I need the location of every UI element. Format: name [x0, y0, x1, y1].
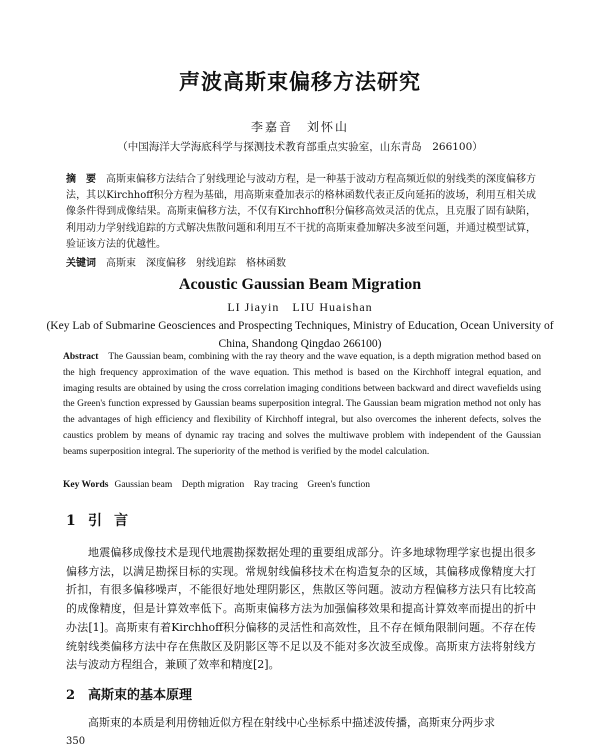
chinese-abstract-text: 高斯束偏移方法结合了射线理论与波动方程，是一种基于波动方程高频近似的射线类的深度偏移方法，其以Kirchhoff积分方程为基础，用高斯束叠加表示的格林函数代表正反向延拓的波场，利用互相关成像条件得到成像结果。高斯束偏移方法，不仅有Kirchhoff积分偏移高效灵活的优点，且克服了固有缺陷，利用动力学射线追踪的方式解决焦散问题和利用互不干扰的高斯束叠加解决多波至问题，并通过模型试算，验证该方法的优越性。 — [66, 174, 536, 250]
section-2-title: 高斯束的基本原理 — [88, 688, 193, 703]
chinese-abstract-label: 摘 要 — [66, 174, 96, 185]
chinese-title: 声波高斯束偏移方法研究 — [179, 69, 421, 94]
english-keywords-label: Key Words — [63, 480, 109, 490]
chinese-keywords-text: 高斯束 深度偏移 射线追踪 格林函数 — [106, 258, 286, 269]
chinese-abstract — [66, 172, 536, 253]
english-abstract — [63, 350, 541, 461]
chinese-affiliation: （中国海洋大学海底科学与探测技术教育部重点实验室，山东青岛 266100） — [117, 141, 483, 153]
chinese-keywords — [66, 254, 536, 269]
section-2-number: 2 — [66, 688, 76, 703]
english-abstract-text: The Gaussian beam, combining with the ray theory and the wave equation, is a depth migration method based on the high frequency approximation of the wave equation. This method is based on the Kirchhoff integral equation, and imaging results are obtained by using the cross correlation imaging conditions between backward and direct wavefields using the Green's function expressed by Gaussian beams superposition integral. The Gaussian beam migration method not only has the advantages of high efficiency and flexibility of Kirchhoff integral, but also overcomes the inherent defects, solves the caustics problem by means of dynamic ray tracing and solves the multiwave problem with independent of the Gaussian beams superposition integral. The superiority of the method is verified by the model calculation. — [63, 352, 541, 457]
section-1-number: 1 — [66, 513, 76, 529]
section-2-heading — [66, 684, 192, 703]
section-1-paragraph: 地震偏移成像技术是现代地震勘探数据处理的重要组成部分。许多地球物理学家也提出很多偏移方法，以满足勘探目标的实现。常规射线偏移技术在构造复杂的区域，其偏移成像精度大打折扣，有很多偏移噪声，不能很好地处理阴影区，焦散区等问题。波动方程偏移方法只有比较高的成像精度，但是计算效率低下。高斯束偏移方法为加强偏移效果和提高计算效率而提出的折中办法[1]。高斯束有着Kirchhoff积分偏移的灵活性和高效性，且不存在倾角限制问题。不存在传统射线类偏移方法中存在焦散区及阴影区等不足以及不能对多次波至成像。高斯束方法将射线方法与波动方程组合，兼顾了效率和精度[2]。 — [66, 546, 536, 672]
section-1-heading — [66, 510, 140, 530]
english-keywords-text: Gaussian beam Depth migration Ray tracing Green's function — [114, 480, 370, 490]
english-abstract-label: Abstract — [63, 352, 99, 362]
english-keywords — [63, 476, 541, 490]
section-2-paragraph: 高斯束的本质是利用傍轴近似方程在射线中心坐标系中描述波传播，高斯束分两步求 — [88, 716, 495, 729]
page-number: 350 — [66, 736, 86, 747]
chinese-keywords-label: 关键词 — [66, 258, 96, 269]
english-title: Acoustic Gaussian Beam Migration — [178, 276, 422, 293]
english-authors: LI Jiayin LIU Huaishan — [227, 300, 373, 314]
chinese-authors: 李嘉音 刘怀山 — [250, 120, 349, 134]
section-1-title: 引言 — [88, 513, 140, 529]
english-affiliation: (Key Lab of Submarine Geosciences and Prospecting Techniques, Ministry of Education, Ocean University of China, Shandong Qingdao 266100) — [46, 320, 554, 350]
